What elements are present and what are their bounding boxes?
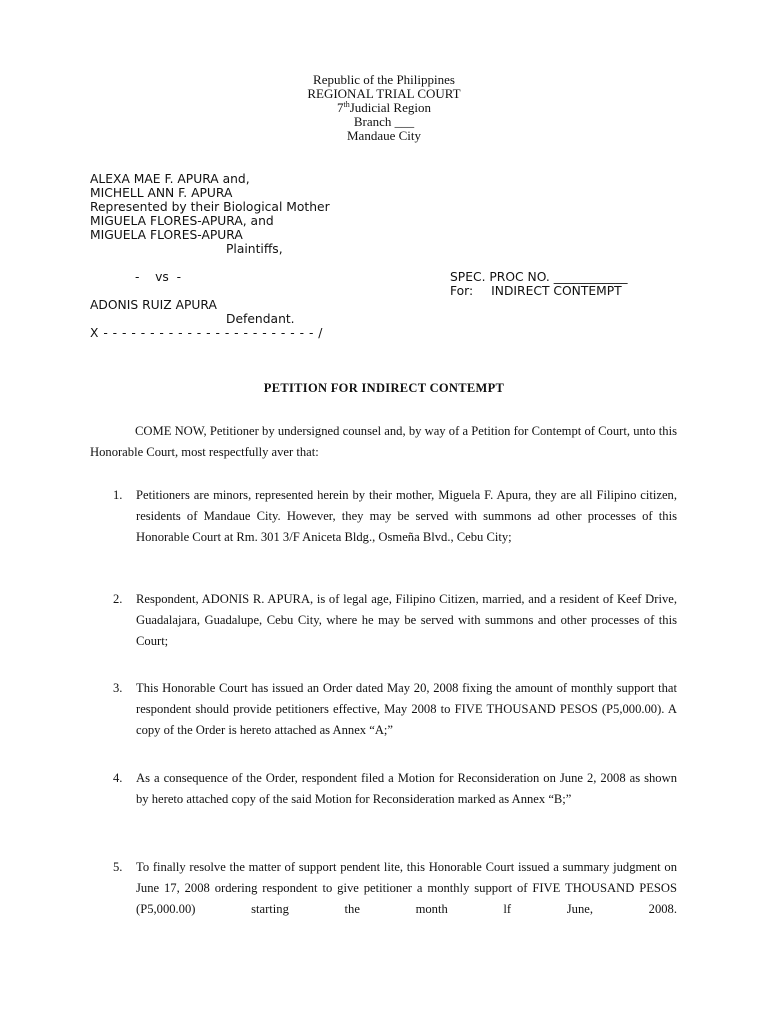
plaintiff-line-2: MICHELL ANN F. APURA xyxy=(90,186,233,200)
court-header xyxy=(0,73,768,143)
numbered-paragraph-2 xyxy=(113,589,677,652)
region-superscript: th xyxy=(343,100,350,109)
caption-divider: X - - - - - - - - - - - - - - - - - - - - - - - / xyxy=(90,326,323,340)
versus-marker: - vs - xyxy=(135,270,182,284)
paragraph-number: 2. xyxy=(113,592,123,606)
city-line: Mandaue City xyxy=(346,128,421,143)
region-number: 7 xyxy=(337,100,344,115)
paragraph-text: Petitioners are minors, represented herein by their mother, Miguela F. Apura, they are all Filipino citizen, residents of Mandaue City. However, they may be served with summons ad other processes of this Honorable Court at Rm. 301 3/F Aniceta Bldg., Osmeña Blvd., Cebu City; xyxy=(136,488,677,544)
plaintiff-line-3: Represented by their Biological Mother xyxy=(90,200,330,214)
paragraph-text: This Honorable Court has issued an Order dated May 20, 2008 fixing the amount of monthly support that respondent should provide petitioners effective, May 2008 to FIVE THOUSAND PESOS (P5,000.00). A copy of the Order is hereto attached as Annex “A;” xyxy=(136,681,677,737)
region-text: Judicial Region xyxy=(349,100,431,115)
numbered-paragraph-4 xyxy=(113,768,677,810)
for-label: For: xyxy=(450,284,474,298)
plaintiffs-label: Plaintiffs, xyxy=(226,242,283,256)
numbered-paragraph-3 xyxy=(113,678,677,741)
paragraph-text: To finally resolve the matter of support pendent lite, this Honorable Court issued a summary judgment on June 17, 2008 ordering respondent to give petitioner a monthly support of FIVE THOUSAND PESOS (P5,000.00) starting the month lf June, 2008. xyxy=(136,860,677,916)
judicial-region xyxy=(0,101,768,115)
paragraph-number: 4. xyxy=(113,771,123,785)
numbered-paragraph-5 xyxy=(113,857,677,920)
paragraph-number: 3. xyxy=(113,681,123,695)
paragraph-text: Respondent, ADONIS R. APURA, is of legal age, Filipino Citizen, married, and a resident of Keef Drive, Guadalajara, Guadalupe, Cebu City, where he may be served with summons and other processes of this Court; xyxy=(136,592,677,648)
paragraph-number: 1. xyxy=(113,488,123,502)
document-title: PETITION FOR INDIRECT CONTEMPT xyxy=(263,381,505,395)
paragraph-number: 5. xyxy=(113,860,123,874)
branch-line: Branch ___ xyxy=(353,114,415,129)
case-number-block xyxy=(450,270,628,298)
defendant-block xyxy=(90,298,323,340)
spec-proc-number: SPEC. PROC NO. ____________ xyxy=(450,270,628,284)
defendant-name: ADONIS RUIZ APURA xyxy=(90,298,217,312)
for-value: INDIRECT CONTEMPT xyxy=(491,284,622,298)
case-for-row xyxy=(450,284,628,298)
court-name: REGIONAL TRIAL COURT xyxy=(307,86,461,101)
numbered-paragraph-1 xyxy=(113,485,677,548)
paragraph-text: As a consequence of the Order, respondent filed a Motion for Reconsideration on June 2, 2008 as shown by hereto attached copy of the said Motion for Reconsideration marked as Annex “B;” xyxy=(136,771,677,806)
defendant-label: Defendant. xyxy=(226,312,295,326)
plaintiffs-block xyxy=(90,172,330,256)
intro-paragraph: COME NOW, Petitioner by undersigned counsel and, by way of a Petition for Contempt of Court, unto this Honorable Court, most respectfully aver that: xyxy=(90,424,677,459)
plaintiff-line-5: MIGUELA FLORES-APURA xyxy=(90,228,243,242)
plaintiff-line-4: MIGUELA FLORES-APURA, and xyxy=(90,214,274,228)
republic-line: Republic of the Philippines xyxy=(313,72,455,87)
plaintiff-line-1: ALEXA MAE F. APURA and, xyxy=(90,172,250,186)
